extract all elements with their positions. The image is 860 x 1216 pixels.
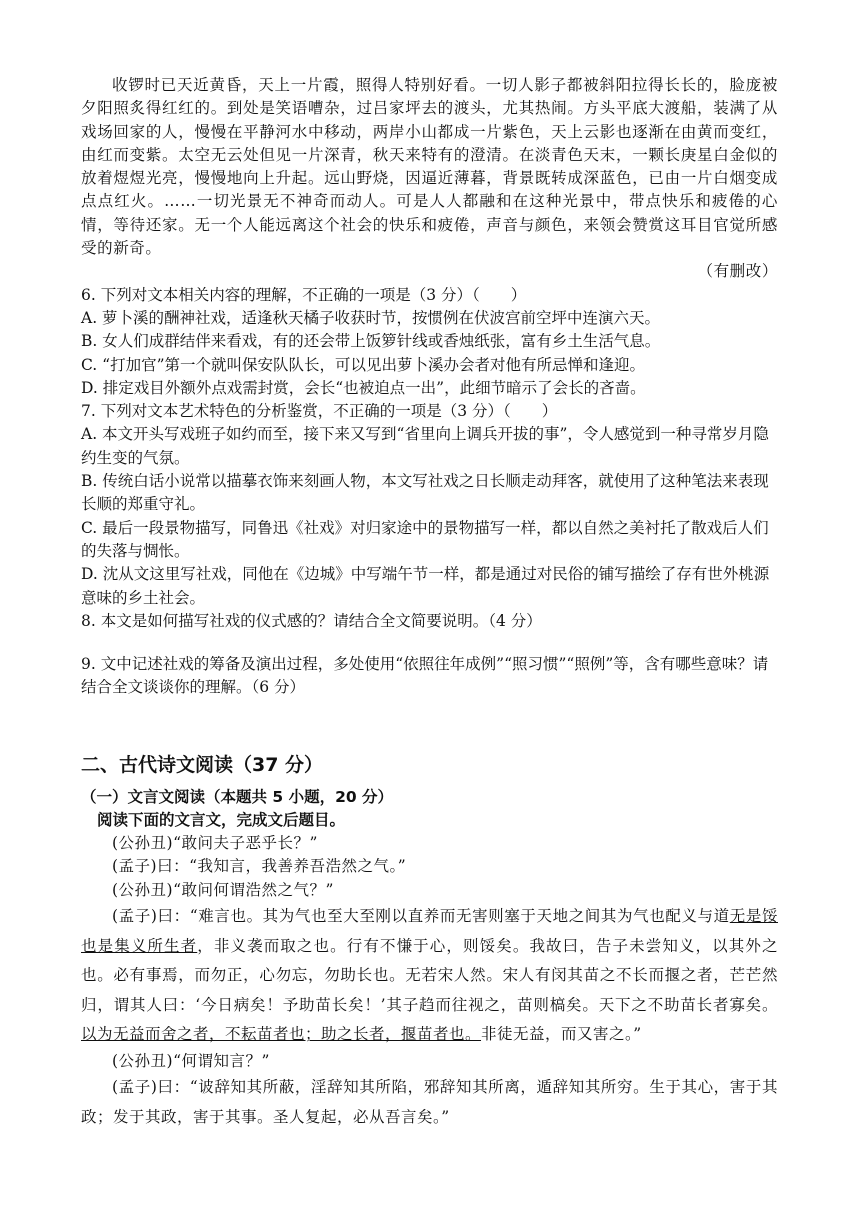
- section-title: 二、古代诗文阅读（37 分）: [81, 753, 324, 776]
- question-9: 9. 文中记述社戏的筹备及演出过程，多处使用“依照往年成例”“照习惯”“照例”等，含有哪些意味？请结合全文谈谈你的理解。（6 分）: [81, 655, 769, 697]
- classical-line-4-lead: (孟子)曰：“难言也。其为气也至大至刚以直养而无害则塞于天地之间其为气也配义与道: [112, 907, 730, 926]
- question-6-option-d: D. 排定戏目外额外点戏需封赏，会长“也被迫点一出”，此细节暗示了会长的吝啬。: [81, 378, 646, 397]
- underlined-sentence-1: 无是馁也是集义所生者: [81, 907, 778, 955]
- document-page: [81, 74, 778, 1132]
- underlined-sentence-2: 以为无益而舍之者，不耘苗者也；助之长者，揠苗者也。: [81, 1025, 482, 1044]
- classical-line-3: (公孙丑)“敢问何谓浩然之气？”: [112, 880, 334, 899]
- question-6-option-a: A. 萝卜溪的酬神社戏，适逢秋天橘子收获时节，按惯例在伏波宫前空坪中连演六天。: [81, 308, 661, 327]
- classical-line-2: (孟子)曰：“我知言，我善养吾浩然之气。”: [112, 857, 407, 876]
- classical-line-4-tail: 非徒无益，而又害之。”: [481, 1025, 642, 1044]
- classical-paragraph-4: [81, 902, 778, 1050]
- spacer: [81, 700, 778, 752]
- subsection-title: （一）文言文阅读（本题共 5 小题，20 分）: [81, 787, 394, 806]
- passage-paragraph: 收锣时已天近黄昏，天上一片霞，照得人特别好看。一切人影子都被斜阳拉得长长的，脸庞被夕阳照炙得红红的。到处是笑语嘈杂，过吕家坪去的渡头，尤其热闹。方头平底大渡船，装满了从戏场回家的人，慢慢在平静河水中移动，两岸小山都成一片紫色，天上云影也逐渐在由黄而变红，由红而变紫。太空无云处但见一片深青，秋天来特有的澄清。在淡青色天末，一颗长庚星白金似的放着煜煜光亮，慢慢地向上升起。远山野烧，因逼近薄暮，背景既转成深蓝色，已由一片白烟变成点点红火。……一切光景无不神奇而动人。可是人人都融和在这种光景中，带点快乐和疲倦的心情，等待还家。无一个人能远离这个社会的快乐和疲倦，声音与颜色，来领会赞赏这耳目官觉所感受的新奇。: [81, 76, 778, 258]
- question-6-option-c: C. “打加官”第一个就叫保安队队长，可以见出萝卜溪办会者对他有所忌惮和逢迎。: [81, 355, 646, 374]
- question-6-stem: 6. 下列对文本相关内容的理解，不正确的一项是（3 分）（ ）: [81, 285, 527, 304]
- classical-paragraph-6: (孟子)曰：“诐辞知其所蔽，淫辞知其所陷，邪辞知其所离，遁辞知其所穷。生于其心，害于其政；发于其政，害于其事。圣人复起，必从吾言矣。”: [81, 1078, 778, 1126]
- spacer: [81, 778, 778, 786]
- question-7-option-c: C. 最后一段景物描写，同鲁迅《社戏》对归家途中的景物描写一样，都以自然之美衬托了散戏后人们的失落与惆怅。: [81, 518, 769, 560]
- question-6-option-b: B. 女人们成群结伴来看戏，有的还会带上饭箩针线或香烛纸张，富有乡土生活气息。: [81, 332, 661, 351]
- question-7-option-a: A. 本文开头写戏班子如约而至，接下来又写到“省里向上调兵开拔的事”，令人感觉到一种寻常岁月隐约生变的气氛。: [81, 425, 769, 467]
- question-7-option-d: D. 沈从文这里写社戏，同他在《边城》中写端午节一样，都是通过对民俗的铺写描绘了存有世外桃源意味的乡土社会。: [81, 565, 770, 607]
- classical-line-5: (公孙丑)“何谓知言？”: [112, 1051, 270, 1070]
- reading-instruction: 阅读下面的文言文，完成文后题目。: [97, 810, 346, 829]
- classical-line-1: (公孙丑)“敢问夫子恶乎长？”: [112, 833, 318, 852]
- question-8: 8. 本文是如何描写社戏的仪式感的？请结合全文简要说明。（4 分）: [81, 611, 542, 630]
- spacer: [81, 633, 778, 653]
- passage-note: （有删改）: [697, 262, 778, 281]
- question-7-option-b: B. 传统白话小说常以描摹衣饰来刻画人物，本文写社戏之日长顺走动拜客，就使用了这种笔法来表现长顺的郑重守礼。: [81, 472, 769, 514]
- classical-line-4-middle: ，非义袭而取之也。行有不慊于心，则馁矣。我故曰，告子未尝知义，以其外之也。必有事焉，而勿正，心勿忘，勿助长也。无若宋人然。宋人有闵其苗之不长而揠之者，芒芒然归，谓其人曰：‘今日病矣！予助苗长矣！’其子趋而往视之，苗则槁矣。天下之不助苗长者寡矣。: [81, 936, 778, 1014]
- question-7-stem: 7. 下列对文本艺术特色的分析鉴赏，不正确的一项是（3 分）（ ）: [81, 402, 558, 421]
